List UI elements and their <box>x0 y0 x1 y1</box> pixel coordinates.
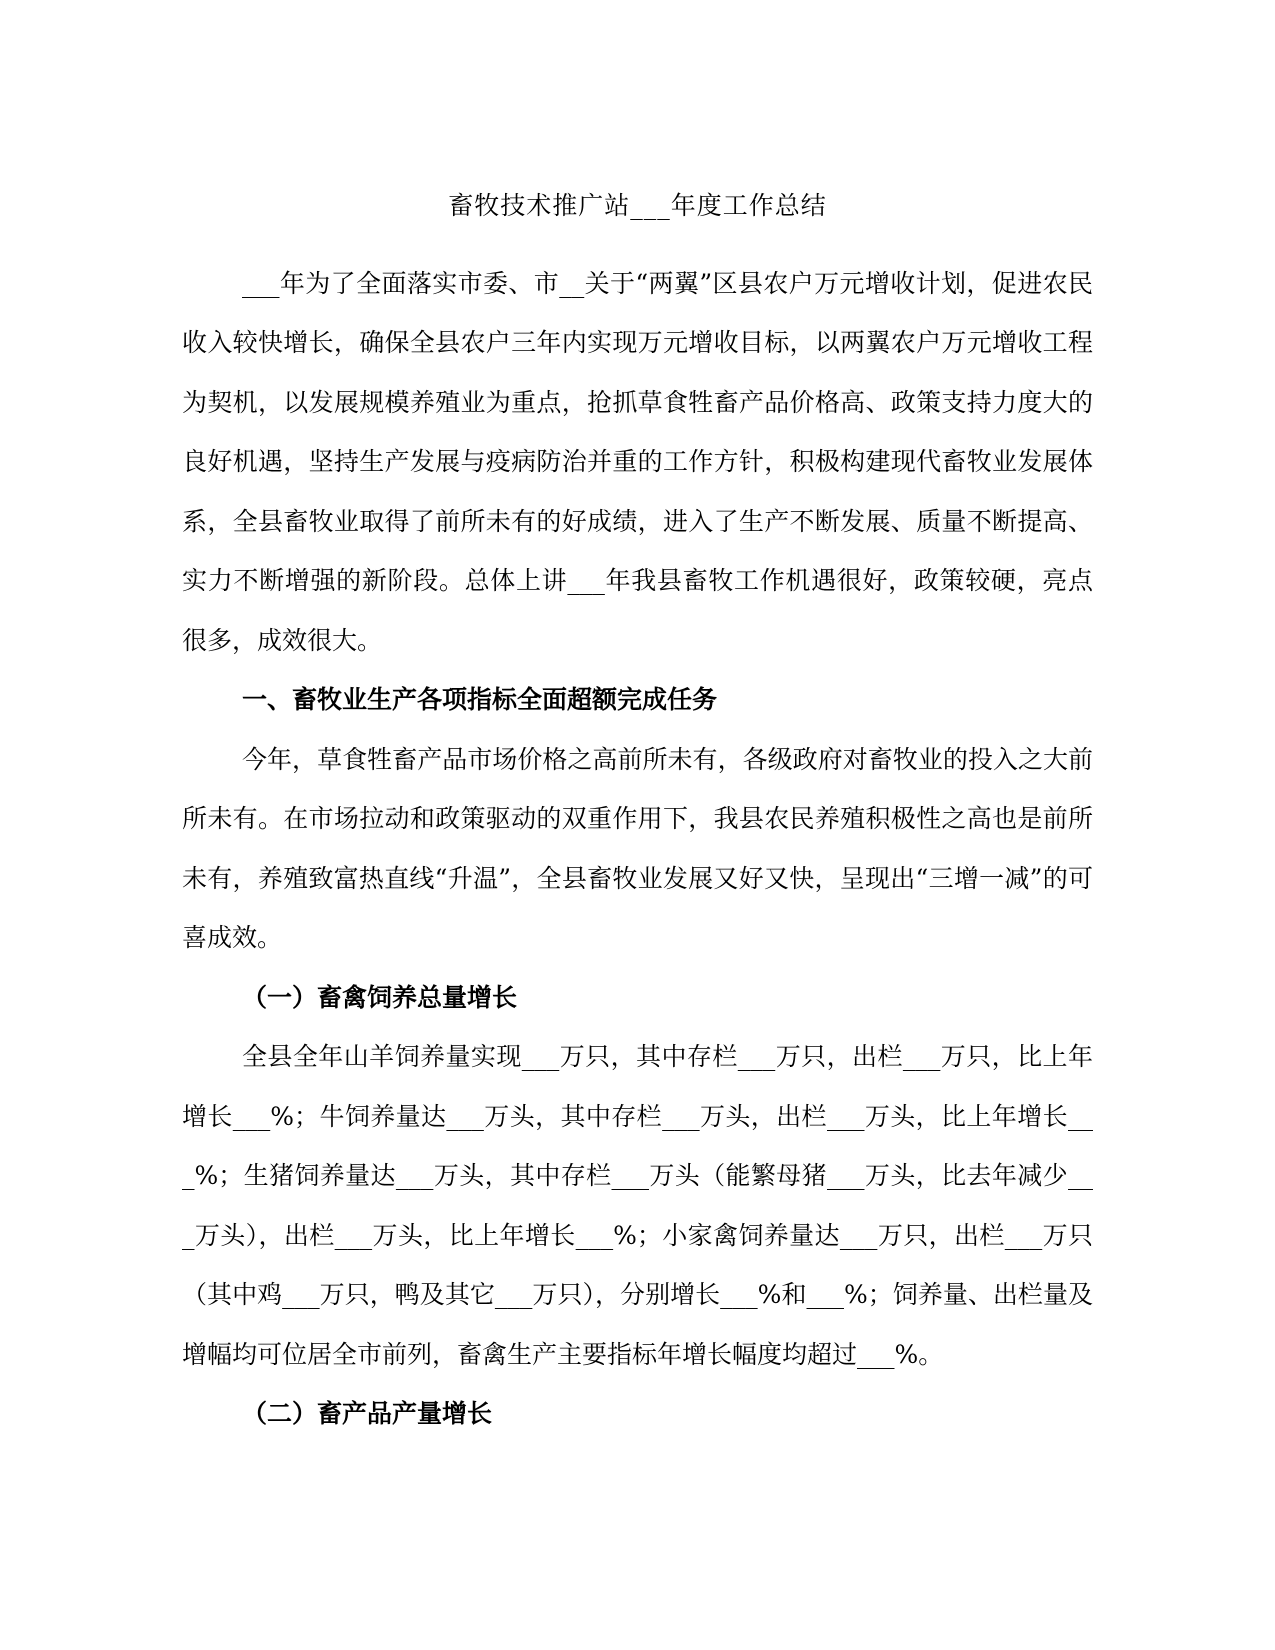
paragraph-livestock-figures: 全县全年山羊饲养量实现___万只，其中存栏___万只，出栏___万只，比上年增长___%；牛饲养量达___万头，其中存栏___万头，出栏___万头，比上年增长___%；生猪饲养量达___万头，其中存栏___万头（能繁母猪___万头，比去年减少___万头），出栏___万头，比上年增长___%；小家禽饲养量达___万只，出栏___万只（其中鸡___万只，鸭及其它___万只），分别增长___%和___%；饲养量、出栏量及增幅均可位居全市前列，畜禽生产主要指标年增长幅度均超过___%。 <box>182 1042 1093 1369</box>
document-title: 畜牧技术推广站___年度工作总结 <box>448 191 827 220</box>
subsection-heading-2: （二）畜产品产量增长 <box>242 1399 493 1428</box>
paragraph-overview: 今年，草食牲畜产品市场价格之高前所未有，各级政府对畜牧业的投入之大前所未有。在市场拉动和政策驱动的双重作用下，我县农民养殖积极性之高也是前所未有，养殖致富热直线“升温”，全县畜牧业发展又好又快，呈现出“三增一减”的可喜成效。 <box>182 744 1093 952</box>
document-body <box>182 176 1093 1444</box>
section-heading-1: 一、畜牧业生产各项指标全面超额完成任务 <box>242 685 718 714</box>
subsection-heading-1: （一）畜禽饲养总量增长 <box>242 982 518 1012</box>
paragraph-intro: ___年为了全面落实市委、市__关于“两翼”区县农户万元增收计划，促进农民收入较快增长，确保全县农户三年内实现万元增收目标，以两翼农户万元增收工程为契机，以发展规模养殖业为重点，抢抓草食牲畜产品价格高、政策支持力度大的良好机遇，坚持生产发展与疫病防治并重的工作方针，积极构建现代畜牧业发展体系，全县畜牧业取得了前所未有的好成绩，进入了生产不断发展、质量不断提高、实力不断增强的新阶段。总体上讲___年我县畜牧工作机遇很好，政策较硬，亮点很多，成效很大。 <box>182 268 1093 655</box>
